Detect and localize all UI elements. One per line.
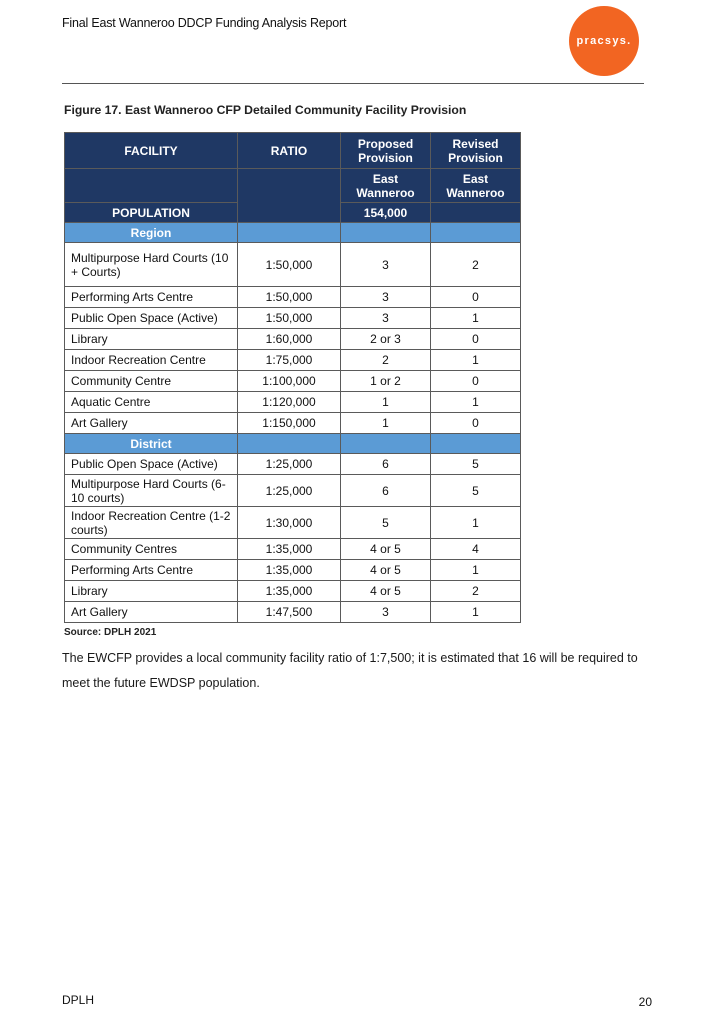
cell-ratio: 1:50,000 [238, 308, 341, 329]
cell-facility: Community Centres [65, 539, 238, 560]
cell-facility: Library [65, 581, 238, 602]
cell-ratio: 1:150,000 [238, 413, 341, 434]
table-row [65, 602, 521, 623]
cell-proposed: 6 [341, 475, 431, 507]
cell-ratio: 1:25,000 [238, 475, 341, 507]
facility-provision-table [64, 132, 521, 623]
cell-facility: Performing Arts Centre [65, 560, 238, 581]
cell-revised: 0 [431, 413, 521, 434]
cell-ratio: 1:35,000 [238, 539, 341, 560]
cell-facility: Public Open Space (Active) [65, 308, 238, 329]
subheader-empty-ratio [238, 169, 341, 223]
table-row [65, 329, 521, 350]
header-facility: FACILITY [65, 133, 238, 169]
table-row [65, 539, 521, 560]
section-header-row [65, 223, 521, 243]
table-row [65, 413, 521, 434]
cell-facility: Multipurpose Hard Courts (6-10 courts) [65, 475, 238, 507]
page-number: 20 [638, 995, 652, 1009]
header-revised-provision: Revised Provision [431, 133, 521, 169]
cell-facility: Indoor Recreation Centre (1-2 courts) [65, 507, 238, 539]
cell-revised: 0 [431, 329, 521, 350]
cell-revised: 1 [431, 560, 521, 581]
section-empty-cell [431, 434, 521, 454]
cell-proposed: 2 or 3 [341, 329, 431, 350]
cell-revised: 1 [431, 350, 521, 371]
section-label: Region [65, 223, 238, 243]
cell-revised: 2 [431, 243, 521, 287]
table-row [65, 308, 521, 329]
cell-revised: 1 [431, 507, 521, 539]
source-note: Source: DPLH 2021 [64, 627, 157, 638]
header-proposed-provision: Proposed Provision [341, 133, 431, 169]
subheader-revised-area: East Wanneroo [431, 169, 521, 203]
cell-proposed: 4 or 5 [341, 539, 431, 560]
section-empty-cell [431, 223, 521, 243]
cell-revised: 4 [431, 539, 521, 560]
population-empty [431, 203, 521, 223]
cell-proposed: 3 [341, 287, 431, 308]
header-ratio: RATIO [238, 133, 341, 169]
cell-proposed: 1 or 2 [341, 371, 431, 392]
body-paragraph: The EWCFP provides a local community facility ratio of 1:7,500; it is estimated that 16 will be required to meet the future EWDSP population. [62, 651, 638, 690]
cell-revised: 1 [431, 602, 521, 623]
cell-facility: Community Centre [65, 371, 238, 392]
header-divider [62, 83, 644, 84]
logo-text: pracsys. [576, 35, 632, 47]
cell-facility: Aquatic Centre [65, 392, 238, 413]
cell-proposed: 6 [341, 454, 431, 475]
cell-ratio: 1:47,500 [238, 602, 341, 623]
table-row [65, 454, 521, 475]
cell-revised: 1 [431, 308, 521, 329]
section-header-row [65, 434, 521, 454]
cell-proposed: 4 or 5 [341, 581, 431, 602]
footer-organisation: DPLH [62, 993, 95, 1007]
cell-ratio: 1:60,000 [238, 329, 341, 350]
cell-proposed: 5 [341, 507, 431, 539]
table-row [65, 507, 521, 539]
cell-facility: Art Gallery [65, 413, 238, 434]
cell-revised: 5 [431, 454, 521, 475]
table-body [65, 133, 521, 623]
cell-revised: 2 [431, 581, 521, 602]
cell-facility: Indoor Recreation Centre [65, 350, 238, 371]
figure-title: Figure 17. East Wanneroo CFP Detailed Community Facility Provision [64, 103, 467, 117]
table-row [65, 581, 521, 602]
cell-proposed: 3 [341, 602, 431, 623]
report-title: Final East Wanneroo DDCP Funding Analysis Report [62, 16, 347, 30]
section-empty-cell [341, 434, 431, 454]
cell-ratio: 1:100,000 [238, 371, 341, 392]
cell-ratio: 1:25,000 [238, 454, 341, 475]
table-header-row [65, 133, 521, 169]
table-row [65, 560, 521, 581]
cell-proposed: 4 or 5 [341, 560, 431, 581]
population-value: 154,000 [341, 203, 431, 223]
cell-facility: Public Open Space (Active) [65, 454, 238, 475]
cell-ratio: 1:35,000 [238, 581, 341, 602]
cell-revised: 0 [431, 287, 521, 308]
cell-facility: Performing Arts Centre [65, 287, 238, 308]
cell-ratio: 1:50,000 [238, 287, 341, 308]
subheader-proposed-area: East Wanneroo [341, 169, 431, 203]
pracsys-logo [569, 6, 639, 76]
section-empty-cell [238, 223, 341, 243]
section-empty-cell [238, 434, 341, 454]
cell-ratio: 1:35,000 [238, 560, 341, 581]
subheader-empty-facility [65, 169, 238, 203]
section-empty-cell [341, 223, 431, 243]
cell-facility: Library [65, 329, 238, 350]
table-subheader-row [65, 169, 521, 203]
cell-ratio: 1:30,000 [238, 507, 341, 539]
cell-revised: 5 [431, 475, 521, 507]
table-row [65, 287, 521, 308]
cell-facility: Multipurpose Hard Courts (10 + Courts) [65, 243, 238, 287]
table-row [65, 371, 521, 392]
section-label: District [65, 434, 238, 454]
table-row [65, 350, 521, 371]
cell-proposed: 1 [341, 413, 431, 434]
cell-ratio: 1:75,000 [238, 350, 341, 371]
table-row [65, 243, 521, 287]
table-row [65, 392, 521, 413]
cell-revised: 1 [431, 392, 521, 413]
cell-ratio: 1:50,000 [238, 243, 341, 287]
cell-revised: 0 [431, 371, 521, 392]
cell-proposed: 3 [341, 243, 431, 287]
cell-proposed: 2 [341, 350, 431, 371]
cell-facility: Art Gallery [65, 602, 238, 623]
cell-proposed: 1 [341, 392, 431, 413]
cell-ratio: 1:120,000 [238, 392, 341, 413]
cell-proposed: 3 [341, 308, 431, 329]
table-row [65, 475, 521, 507]
population-label: POPULATION [65, 203, 238, 223]
